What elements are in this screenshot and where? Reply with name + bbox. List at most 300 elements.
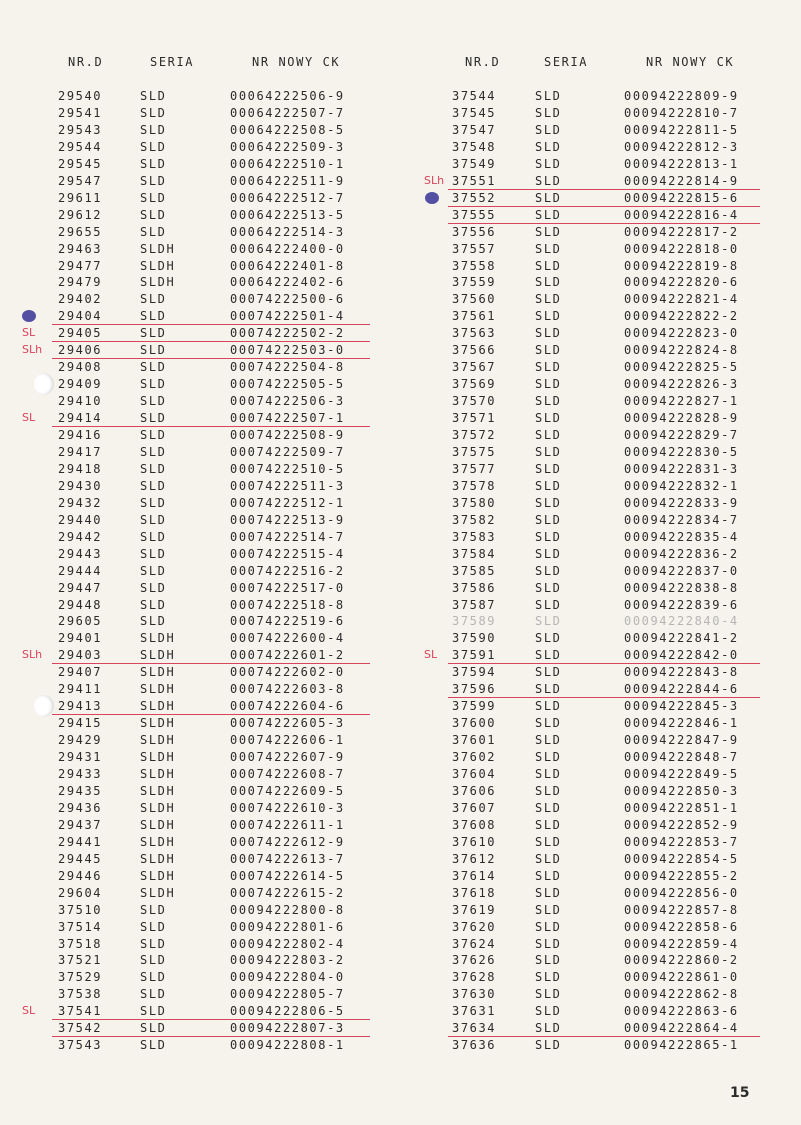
nr-nowy-ck-cell: 00074222510-5 (230, 461, 345, 476)
header-nr-d: NR.D (68, 55, 104, 69)
table-row (400, 427, 801, 444)
table-row (0, 613, 400, 630)
seria-cell: SLD (535, 987, 562, 1002)
nr-d-cell: 37543 (58, 1038, 103, 1053)
table-row (400, 800, 801, 817)
table-row (0, 851, 400, 868)
seria-cell: SLDH (140, 851, 176, 866)
nr-d-cell: 37606 (452, 783, 497, 798)
seria-cell: SLD (140, 207, 167, 222)
table-row (400, 173, 801, 190)
seria-cell: SLD (140, 461, 167, 476)
nr-d-cell: 37549 (452, 156, 497, 171)
seria-cell: SLD (140, 987, 167, 1002)
nr-nowy-ck-cell: 00094222810-7 (624, 105, 739, 120)
seria-cell: SLD (535, 428, 562, 442)
nr-d-cell: 37599 (452, 699, 497, 714)
nr-d-cell: 29437 (58, 817, 103, 832)
table-row (400, 156, 801, 173)
nr-nowy-ck-cell: 00074222604-6 (230, 699, 345, 714)
seria-cell: SLD (140, 292, 167, 307)
table-row (0, 766, 400, 783)
table-row (400, 393, 801, 410)
table-row (400, 342, 801, 359)
table-row (0, 308, 400, 325)
seria-cell: SLD (140, 326, 167, 341)
nr-d-cell: 29444 (58, 563, 103, 578)
seria-cell: SLDH (140, 783, 176, 798)
seria-cell: SLD (535, 461, 562, 476)
seria-cell: SLDH (140, 275, 176, 290)
table-row (400, 1003, 801, 1020)
nr-nowy-ck-cell: 00094222838-8 (624, 580, 739, 595)
nr-nowy-ck-cell: 00064222401-8 (230, 258, 345, 273)
nr-nowy-ck-cell: 00064222514-3 (230, 224, 345, 239)
nr-nowy-ck-cell: 00074222513-9 (230, 512, 345, 527)
seria-cell: SLD (535, 394, 562, 409)
seria-cell: SLD (535, 173, 562, 188)
seria-cell: SLD (535, 597, 562, 612)
punch-hole (34, 373, 54, 395)
left-header-row (0, 54, 400, 71)
nr-d-cell: 37538 (58, 987, 103, 1002)
nr-nowy-ck-cell: 00074222500-6 (230, 292, 345, 307)
nr-d-cell: 37580 (452, 495, 497, 510)
table-row (0, 919, 400, 936)
nr-nowy-ck-cell: 00074222601-2 (230, 648, 345, 663)
table-row (0, 512, 400, 529)
nr-nowy-ck-cell: 00074222518-8 (230, 597, 345, 612)
seria-cell: SLDH (140, 817, 176, 832)
nr-nowy-ck-cell: 00094222820-6 (624, 275, 739, 290)
nr-d-cell: 29436 (58, 800, 103, 815)
table-row (0, 224, 400, 241)
nr-d-cell: 37628 (452, 970, 497, 985)
nr-nowy-ck-cell: 00094222862-8 (624, 987, 739, 1002)
nr-nowy-ck-cell: 00074222503-0 (230, 343, 345, 358)
nr-d-cell: 37510 (58, 902, 103, 917)
nr-d-cell: 37583 (452, 529, 497, 544)
seria-cell: SLD (140, 428, 167, 442)
nr-d-cell: 29442 (58, 529, 103, 544)
nr-d-cell: 29429 (58, 733, 103, 748)
nr-d-cell: 37624 (452, 936, 497, 951)
nr-nowy-ck-cell: 00074222610-3 (230, 800, 345, 815)
nr-nowy-ck-cell: 00074222607-9 (230, 750, 345, 765)
table-row (400, 834, 801, 851)
nr-d-cell: 29540 (58, 89, 103, 103)
seria-cell: SLD (140, 343, 167, 358)
table-row (400, 630, 801, 647)
table-row (400, 868, 801, 885)
seria-cell: SLD (535, 563, 562, 578)
nr-d-cell: 37578 (452, 478, 497, 493)
table-row (0, 885, 400, 902)
table-row (0, 969, 400, 986)
handwritten-annotation: SL (22, 326, 36, 340)
nr-nowy-ck-cell: 00074222502-2 (230, 326, 345, 341)
nr-d-cell: 37529 (58, 970, 103, 985)
handwritten-annotation: SL (22, 1004, 36, 1018)
nr-nowy-ck-cell: 00074222515-4 (230, 546, 345, 561)
seria-cell: SLD (140, 1038, 167, 1053)
nr-nowy-ck-cell: 00094222857-8 (624, 902, 739, 917)
nr-nowy-ck-cell: 00074222501-4 (230, 309, 345, 324)
nr-d-cell: 37558 (452, 258, 497, 273)
seria-cell: SLD (535, 529, 562, 544)
seria-cell: SLD (140, 1004, 167, 1019)
nr-nowy-ck-cell: 00094222851-1 (624, 800, 739, 815)
nr-nowy-ck-cell: 00094222850-3 (624, 783, 739, 798)
nr-d-cell: 37619 (452, 902, 497, 917)
nr-nowy-ck-cell: 00094222806-5 (230, 1004, 345, 1019)
nr-d-cell: 37626 (452, 953, 497, 968)
seria-cell: SLD (140, 1021, 167, 1036)
seria-cell: SLDH (140, 258, 176, 273)
nr-nowy-ck-cell: 00094222807-3 (230, 1021, 345, 1036)
nr-d-cell: 29463 (58, 241, 103, 256)
table-row (0, 88, 400, 105)
nr-d-cell: 37602 (452, 750, 497, 765)
table-row (0, 444, 400, 461)
nr-d-cell: 29611 (58, 190, 103, 205)
table-row (0, 342, 400, 359)
table-row (0, 749, 400, 766)
table-row (400, 732, 801, 749)
table-row (400, 851, 801, 868)
table-row (0, 1037, 400, 1054)
nr-d-cell: 37610 (452, 834, 497, 849)
nr-nowy-ck-cell: 00094222856-0 (624, 885, 739, 900)
nr-d-cell: 37542 (58, 1021, 103, 1036)
table-row (400, 495, 801, 512)
seria-cell: SLD (535, 89, 562, 103)
seria-cell: SLD (535, 122, 562, 137)
seria-cell: SLD (535, 733, 562, 748)
seria-cell: SLD (535, 885, 562, 900)
table-row (400, 597, 801, 614)
table-row (400, 817, 801, 834)
nr-nowy-ck-cell: 00074222614-5 (230, 868, 345, 883)
seria-cell: SLD (535, 936, 562, 951)
table-row (0, 173, 400, 190)
seria-cell: SLD (140, 105, 167, 120)
seria-cell: SLD (535, 343, 562, 358)
table-row (0, 410, 400, 427)
nr-d-cell: 37594 (452, 665, 497, 680)
seria-cell: SLDH (140, 665, 176, 680)
nr-nowy-ck-cell: 00094222847-9 (624, 733, 739, 748)
header-nr-d: NR.D (465, 55, 501, 69)
table-row (0, 834, 400, 851)
nr-d-cell: 37548 (452, 139, 497, 154)
nr-d-cell: 29544 (58, 139, 103, 154)
seria-cell: SLD (140, 394, 167, 409)
table-row (0, 952, 400, 969)
seria-cell: SLD (140, 377, 167, 392)
table-row (400, 969, 801, 986)
nr-nowy-ck-cell: 00064222512-7 (230, 190, 345, 205)
nr-nowy-ck-cell: 00074222517-0 (230, 580, 345, 595)
seria-cell: SLD (140, 478, 167, 493)
seria-cell: SLDH (140, 733, 176, 748)
table-row (400, 681, 801, 698)
nr-nowy-ck-cell: 00074222612-9 (230, 834, 345, 849)
nr-nowy-ck-cell: 00074222608-7 (230, 767, 345, 781)
nr-nowy-ck-cell: 00074222602-0 (230, 665, 345, 680)
nr-d-cell: 37563 (452, 326, 497, 341)
nr-d-cell: 29547 (58, 173, 103, 188)
table-row (0, 817, 400, 834)
seria-cell: SLDH (140, 800, 176, 815)
nr-nowy-ck-cell: 00094222818-0 (624, 241, 739, 256)
nr-d-cell: 37620 (452, 919, 497, 934)
nr-d-cell: 29404 (58, 309, 103, 324)
nr-nowy-ck-cell: 00064222400-0 (230, 241, 345, 256)
nr-d-cell: 37618 (452, 885, 497, 900)
table-row (400, 410, 801, 427)
handwritten-annotation: SL (22, 411, 36, 425)
nr-nowy-ck-cell: 00094222814-9 (624, 173, 739, 188)
seria-cell: SLD (140, 563, 167, 578)
seria-cell: SLD (140, 173, 167, 188)
table-row (0, 376, 400, 393)
table-row (0, 478, 400, 495)
table-row (400, 766, 801, 783)
seria-cell: SLD (535, 682, 562, 697)
table-row (400, 105, 801, 122)
table-row (400, 139, 801, 156)
table-row (0, 902, 400, 919)
table-row (400, 529, 801, 546)
nr-nowy-ck-cell: 00094222854-5 (624, 851, 739, 866)
seria-cell: SLD (535, 207, 562, 222)
table-row (0, 698, 400, 715)
nr-nowy-ck-cell: 00094222826-3 (624, 377, 739, 392)
seria-cell: SLD (535, 580, 562, 595)
seria-cell: SLD (535, 241, 562, 256)
nr-d-cell: 37630 (452, 987, 497, 1002)
table-row (0, 563, 400, 580)
table-row (0, 461, 400, 478)
nr-nowy-ck-cell: 00074222600-4 (230, 631, 345, 646)
nr-d-cell: 37584 (452, 546, 497, 561)
nr-d-cell: 37577 (452, 461, 497, 476)
nr-nowy-ck-cell: 00074222506-3 (230, 394, 345, 409)
nr-nowy-ck-cell: 00074222605-3 (230, 716, 345, 731)
nr-d-cell: 29432 (58, 495, 103, 510)
nr-nowy-ck-cell: 00094222843-8 (624, 665, 739, 680)
nr-d-cell: 37634 (452, 1021, 497, 1036)
seria-cell: SLDH (140, 699, 176, 714)
nr-nowy-ck-cell: 00094222815-6 (624, 190, 739, 205)
nr-nowy-ck-cell: 00094222804-0 (230, 970, 345, 985)
table-row (400, 580, 801, 597)
nr-d-cell: 37614 (452, 868, 497, 883)
nr-nowy-ck-cell: 00094222858-6 (624, 919, 739, 934)
nr-d-cell: 37570 (452, 394, 497, 409)
nr-nowy-ck-cell: 00094222809-9 (624, 89, 739, 103)
nr-d-cell: 37600 (452, 716, 497, 731)
nr-d-cell: 29433 (58, 767, 103, 781)
nr-d-cell: 29418 (58, 461, 103, 476)
table-row (400, 698, 801, 715)
nr-d-cell: 37589 (452, 614, 497, 629)
nr-d-cell: 37591 (452, 648, 497, 663)
seria-cell: SLDH (140, 648, 176, 663)
nr-nowy-ck-cell: 00074222613-7 (230, 851, 345, 866)
nr-d-cell: 37560 (452, 292, 497, 307)
nr-d-cell: 29413 (58, 699, 103, 714)
nr-d-cell: 29410 (58, 394, 103, 409)
nr-d-cell: 37582 (452, 512, 497, 527)
nr-d-cell: 37572 (452, 428, 497, 442)
table-row (400, 224, 801, 241)
table-row (400, 274, 801, 291)
table-row (400, 546, 801, 563)
seria-cell: SLD (535, 377, 562, 392)
nr-nowy-ck-cell: 00094222853-7 (624, 834, 739, 849)
nr-nowy-ck-cell: 00094222801-6 (230, 919, 345, 934)
nr-d-cell: 37521 (58, 953, 103, 968)
table-row (0, 274, 400, 291)
nr-nowy-ck-cell: 00094222834-7 (624, 512, 739, 527)
table-row (0, 1003, 400, 1020)
seria-cell: SLD (535, 1021, 562, 1036)
seria-cell: SLD (535, 750, 562, 765)
seria-cell: SLDH (140, 834, 176, 849)
nr-d-cell: 29431 (58, 750, 103, 765)
seria-cell: SLD (535, 767, 562, 781)
nr-d-cell: 29448 (58, 597, 103, 612)
seria-cell: SLD (535, 292, 562, 307)
nr-d-cell: 37612 (452, 851, 497, 866)
table-row (400, 783, 801, 800)
nr-d-cell: 37608 (452, 817, 497, 832)
table-row (400, 919, 801, 936)
nr-d-cell: 37561 (452, 309, 497, 324)
seria-cell: SLD (140, 360, 167, 375)
table-row (0, 105, 400, 122)
seria-cell: SLDH (140, 716, 176, 731)
table-row (0, 800, 400, 817)
nr-nowy-ck-cell: 00094222827-1 (624, 394, 739, 409)
nr-d-cell: 37551 (452, 173, 497, 188)
nr-d-cell: 29479 (58, 275, 103, 290)
nr-nowy-ck-cell: 00094222842-0 (624, 648, 739, 663)
nr-d-cell: 37541 (58, 1004, 103, 1019)
table-row (400, 512, 801, 529)
seria-cell: SLD (535, 139, 562, 154)
nr-nowy-ck-cell: 00074222512-1 (230, 495, 345, 510)
nr-d-cell: 37590 (452, 631, 497, 646)
seria-cell: SLDH (140, 631, 176, 646)
table-row (400, 241, 801, 258)
nr-d-cell: 37555 (452, 207, 497, 222)
table-row (400, 563, 801, 580)
table-row (0, 258, 400, 275)
table-row (400, 613, 801, 630)
nr-nowy-ck-cell: 00094222819-8 (624, 258, 739, 273)
table-row (0, 868, 400, 885)
seria-cell: SLD (535, 614, 562, 629)
seria-cell: SLD (535, 851, 562, 866)
table-row (0, 359, 400, 376)
nr-nowy-ck-cell: 00094222817-2 (624, 224, 739, 239)
seria-cell: SLD (140, 546, 167, 561)
nr-nowy-ck-cell: 00094222824-8 (624, 343, 739, 358)
table-row (400, 190, 801, 207)
nr-nowy-ck-cell: 00094222846-1 (624, 716, 739, 731)
table-row (400, 1037, 801, 1054)
seria-cell: SLD (140, 309, 167, 324)
nr-d-cell: 37601 (452, 733, 497, 748)
table-row (0, 495, 400, 512)
seria-cell: SLD (140, 953, 167, 968)
seria-cell: SLD (535, 105, 562, 120)
seria-cell: SLD (535, 953, 562, 968)
seria-cell: SLD (140, 597, 167, 612)
nr-d-cell: 29612 (58, 207, 103, 222)
seria-cell: SLD (535, 868, 562, 883)
nr-nowy-ck-cell: 00074222519-6 (230, 614, 345, 629)
nr-nowy-ck-cell: 00094222813-1 (624, 156, 739, 171)
table-row (0, 630, 400, 647)
handwritten-annotation: SLh (424, 173, 445, 187)
seria-cell: SLD (140, 89, 167, 103)
nr-d-cell: 29443 (58, 546, 103, 561)
table-row (0, 325, 400, 342)
nr-d-cell: 29541 (58, 105, 103, 120)
nr-d-cell: 37559 (452, 275, 497, 290)
seria-cell: SLD (535, 360, 562, 375)
seria-cell: SLD (535, 1038, 562, 1053)
nr-d-cell: 37552 (452, 190, 497, 205)
seria-cell: SLD (535, 224, 562, 239)
seria-cell: SLD (535, 444, 562, 459)
nr-nowy-ck-cell: 00094222829-7 (624, 428, 739, 442)
page-number: 15 (730, 1085, 750, 1101)
nr-d-cell: 37571 (452, 411, 497, 426)
nr-d-cell: 29402 (58, 292, 103, 307)
nr-nowy-ck-cell: 00074222509-7 (230, 444, 345, 459)
nr-nowy-ck-cell: 00094222848-7 (624, 750, 739, 765)
nr-nowy-ck-cell: 00064222510-1 (230, 156, 345, 171)
table-row (400, 885, 801, 902)
table-row (0, 1020, 400, 1037)
seria-cell: SLD (535, 495, 562, 510)
nr-nowy-ck-cell: 00074222507-1 (230, 411, 345, 426)
ink-blot-mark (22, 310, 36, 322)
nr-nowy-ck-cell: 00094222845-3 (624, 699, 739, 714)
seria-cell: SLD (535, 834, 562, 849)
nr-nowy-ck-cell: 00074222516-2 (230, 563, 345, 578)
seria-cell: SLD (535, 411, 562, 426)
seria-cell: SLD (535, 190, 562, 205)
nr-nowy-ck-cell: 00094222841-2 (624, 631, 739, 646)
seria-cell: SLD (535, 648, 562, 663)
seria-cell: SLD (535, 478, 562, 493)
seria-cell: SLD (535, 800, 562, 815)
table-row (400, 647, 801, 664)
seria-cell: SLD (140, 139, 167, 154)
nr-d-cell: 37569 (452, 377, 497, 392)
nr-d-cell: 29401 (58, 631, 103, 646)
table-row (0, 664, 400, 681)
seria-cell: SLD (140, 902, 167, 917)
nr-nowy-ck-cell: 00064222511-9 (230, 173, 345, 188)
nr-d-cell: 37586 (452, 580, 497, 595)
